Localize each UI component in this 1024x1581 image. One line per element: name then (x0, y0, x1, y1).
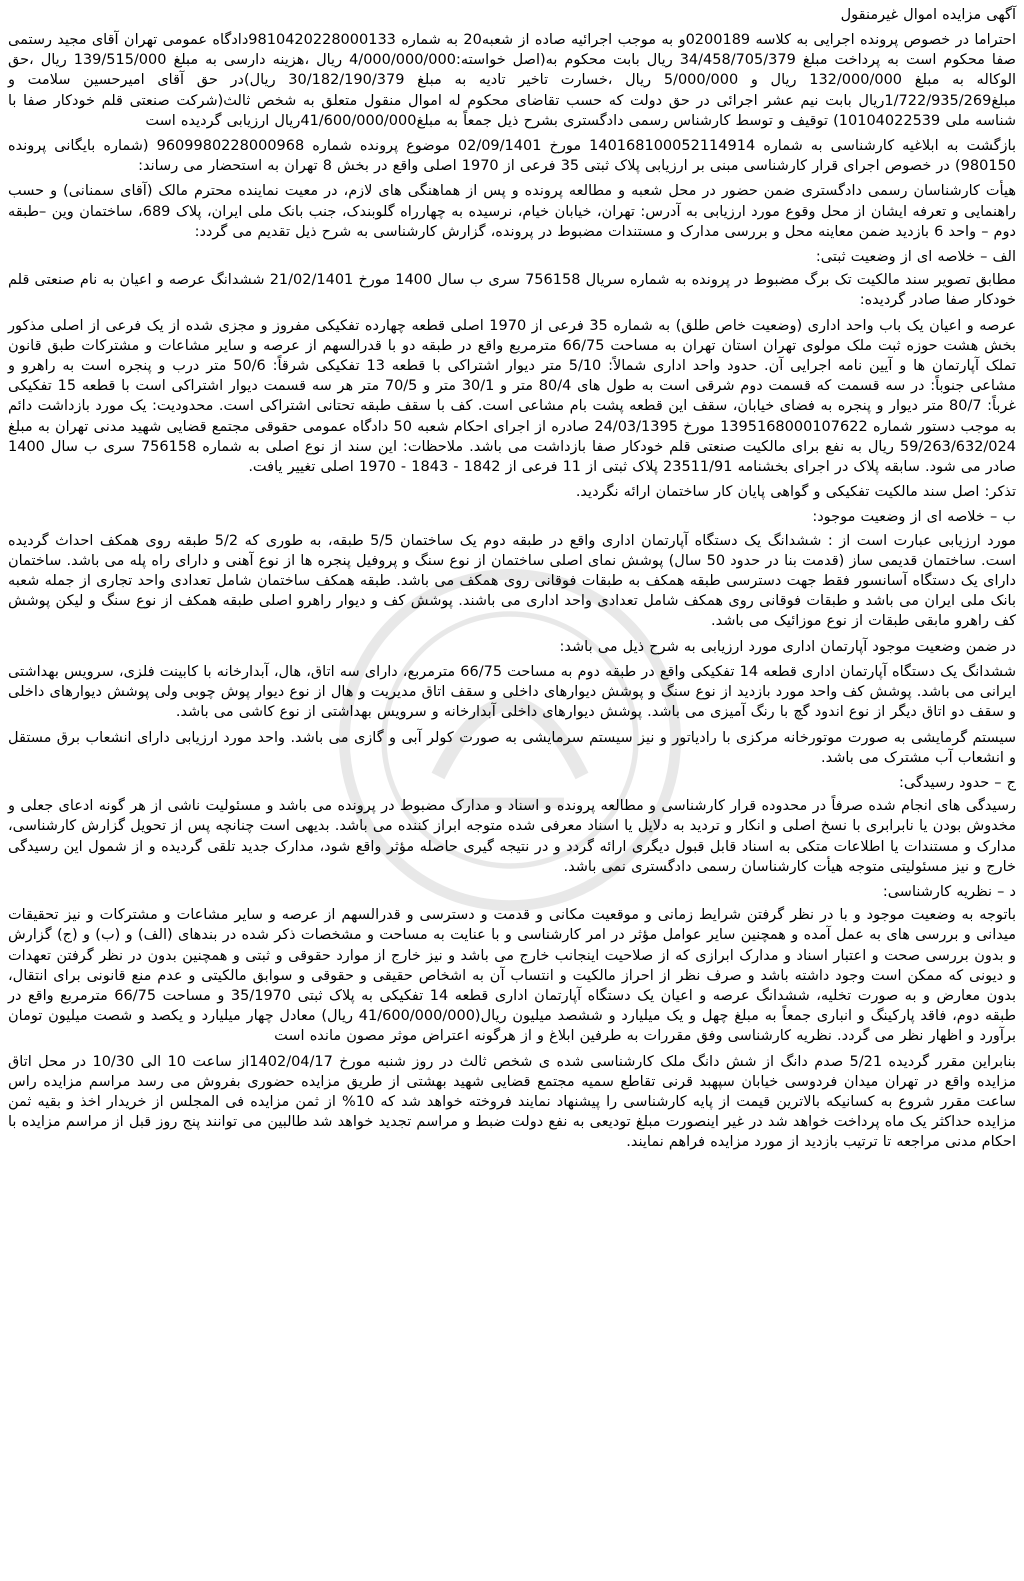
section-a-paragraph-1: مطابق تصویر سند مالکیت تک برگ مضبوط در پرونده به شماره سریال 756158 سری ب سال 1400 مورخ 21/02/1401 ششدانگ عرصه و اعیان به نام صنعتی قلم خودکار صفا صادر گردیده: (8, 272, 1016, 309)
intro-paragraph-1: احتراما در خصوص پرونده اجرایی به کلاسه 0200189و به موجب اجرائیه صاده از شعبه20 به شماره 9810420228000133دادگاه عمومی تهران آقای مجید رستمی صفا محکوم است به پرداخت مبلغ 34/458/705/379 ریال بابت محکوم به(اصل خواسته:4/000/000/000 ریال ،هزینه دارسی به مبلغ 139/515/000 ریال ،حق الوکاله به مبلغ 132/000/000 ریال و 5/000/000 ریال ،خسارت تاخیر تادیه به مبلغ 30/182/190/379 ریال)در حق آقای امیرحسین سلامت و مبلغ1/722/935/269ریال بابت نیم عشر اجرائی در حق دولت که حسب تقاضای محکوم له اموال منقول متعلق به شخص ثالث(شرکت صنعتی قلم خودکار صفا با شناسه ملی 10104022539) توقیف و توسط کارشناس رسمی دادگستری بشرح ذیل جمعاً به مبلغ41/600/000/000ریال ارزیابی گردیده است (8, 32, 1017, 129)
section-b-paragraph-1: مورد ارزیابی عبارت است از : ششدانگ یک دستگاه آپارتمان اداری واقع در طبقه دوم یک ساختمان 5/5 طبقه، به طوری که 5/2 طبقه روی همکف احداث گردیده است. ساختمان قدیمی ساز (قدمت بنا در حدود 50 سال) پوشش نمای اصلی ساختمان از نوع سنگ و پروفیل پنجره ها از نوع آهنی و دارای راه پله می باشد. ساختمان دارای یک دستگاه آسانسور فقط جهت دسترسی طبقه همکف به طبقات فوقانی روی همکف می باشد. طبقه همکف ساختمان شامل تعدادی واحد تجاری از جمله شعبه بانک ملی ایران می باشد و طبقات فوقانی روی همکف شامل تعدادی واحد اداری می باشند. پوشش کف و دیوار راهرو اصلی طبقه همکف از نوع سنگ و لیکن پوشش کف راهرو مابقی طبقات از نوع موزائیک می باشد. (8, 532, 1017, 630)
section-c-heading: ج – حدود رسیدگی: (899, 774, 1016, 791)
closing-paragraph: بنابراین مقرر گردیده 5/21 صدم دانگ از شش دانگ ملک کارشناسی شده ی شخص ثالث در روز شنبه مورخ 1402/04/17از ساعت 10 الی 10/30 در محل اتاق مزایده واقع در تهران میدان فردوسی خیابان سپهبد قرنی تقاطع سمیه مجتمع قضایی شهید بهشتی از طریق مزایده حضوری بفروش می رسد مراسم مزایده راس ساعت مقرر شروع به کسانیکه بالاترین قیمت از پایه کارشناسی را پیشنهاد نمایند فروخته خواهد شد که 10% از ثمن مزایده فی المجلس از خریدار اخذ و بقیه ثمن مزایده حداکثر یک ماه پرداخت خواهد شد در غیر اینصورت مبلغ تودیعی به نفع دولت ضبط و مراسم تجدید خواهد شد طالبین می توانند پنج روز قبل از مراسم مزایده با احکام مدنی مراجعه تا ترتیب بازدید از مورد مزایده فراهم نمایند. (8, 1053, 1016, 1151)
section-a-heading: الف – خلاصه ای از وضعیت ثبتی: (815, 249, 1016, 266)
section-b-paragraph-3: ششدانگ یک دستگاه آپارتمان اداری قطعه 14 تفکیکی واقع در طبقه دوم به مساحت 66/75 مترمربع، دارای سه اتاق، هال، آبدارخانه با کابینت فلزی، سرویس بهداشتی ایرانی می باشد. پوشش کف واحد مورد بازدید از نوع سنگ و پوشش دیوارهای داخلی و سقف اتاق مدیریت و هال از نوع دیوار پوش چوبی ولی پوشش دیوارهای داخلی و سقف دو اتاق دیگر از نوع اندود گچ با رنگ آمیزی می باشد. پوشش دیوارهای داخلی آبدارخانه و سرویس بهداشتی از نوع کاشی می باشد. (8, 663, 1016, 721)
intro-paragraph-3: هیأت کارشناسان رسمی دادگستری ضمن حضور در محل شعبه و مطالعه پرونده و پس از هماهنگی های لازم، در معیت نماینده محترم مالک (آقای سمنانی) و حسب راهنمایی و تعرفه ایشان از محل وقوع مورد ارزیابی به آدرس: تهران، خیابان خیام، نرسیده به چهارراه گلوبندک، جنب بانک ملی ایران، پلاک 689، ساختمان وین –طبقه دوم – واحد 6 بازدید ضمن معاینه محل و بررسی مدارک و مستندات مضبوط در پرونده، گزارش کارشناسی به شرح ذیل تقدیم می گردد: (8, 183, 1017, 240)
section-d-heading: د – نظریه کارشناسی: (882, 883, 1016, 900)
section-b-heading: ب – خلاصه ای از وضعیت موجود: (812, 509, 1016, 526)
document-page (8, 6, 1016, 1577)
document-title: آگهی مزایده اموال غیرمنقول (840, 7, 1016, 23)
section-b-paragraph-4: سیستم گرمایشی به صورت موتورخانه مرکزی با رادیاتور و نیز سیستم سرمایشی به صورت کولر آبی و گازی می باشد. واحد مورد ارزیابی دارای انشعاب برق مستقل و انشعاب آب مشترک می باشد. (8, 729, 1016, 766)
section-b-paragraph-2: در ضمن وضعیت موجود آپارتمان اداری مورد ارزیابی به شرح ذیل می باشد: (559, 638, 1016, 655)
section-d-paragraph-1: باتوجه به وضعیت موجود و با در نظر گرفتن شرایط زمانی و موقعیت مکانی و قدمت و دسترسی و قدرالسهم از عرصه و سایر مشاعات و مشترکات و نیز تحقیقات میدانی و بررسی های به عمل آمده و همچنین سایر عوامل مؤثر در امر کارشناسی و با عنایت به مساحت و مشخصات ذکر شده در بندهای (الف) و (ب) و (ج) گزارش و بدون بررسی صحت و اعتبار اسناد و مدارک ابرازی که از صلاحیت اینجانب خارج می باشد و نیز خارج از موارد حقوقی و ثبتی و همچنین بدون در نظر گرفتن تعهدات و دیونی که ممکن است وجود داشته باشد و صرف نظر از احراز مالکیت و انتساب آن به اشخاص حقیقی و حقوقی و سوابق مالکیتی و عدم منع قانونی برای انتقال، بدون معارض و به صورت تخلیه، ششدانگ عرصه و اعیان یک دستگاه آپارتمان اداری قطعه 14 تفکیکی به پلاک ثبتی 35/1970 و مساحت 66/75 مترمربع واقع در طبقه دوم، فاقد پارکینگ و انباری جمعاً به مبلغ چهل و یک میلیارد و ششصد میلیون ریال(41/600/000/000 ریال) معادل چهار میلیارد و یکصد و شصت میلیون تومان برآورد و اظهار نظر می گردد. نظریه کارشناسی وفق مقررات به طرفین ابلاغ و از هرگونه اعتراض موثر مصون مانده است (8, 907, 1016, 1045)
section-c-paragraph-1: رسیدگی های انجام شده صرفاً در محدوده قرار کارشناسی و مطالعه پرونده و اسناد و مدارک مضبوط در پرونده می باشد و مسئولیت ناشی از هر گونه ادعای جعلی و مخدوش بودن یا نابرابری با نسخ اصلی و انکار و تردید به دلایل یا اسناد معرفی شده متوجه ابراز کننده می باشد. بدیهی است چنانچه پس از تحویل گزارش کارشناسی، مدارک و مستندات یا اطلاعات متکی به اسناد قابل قبول دیگری ارائه گردد و در نتیجه گیری حاصله مؤثر واقع شود، مدارک جدید تلقی گردیده و از شمول این رسیدگی خارج و نیز مسئولیتی متوجه هیأت کارشناسان رسمی دادگستری نمی باشد. (8, 798, 1016, 875)
section-a-paragraph-2: عرصه و اعیان یک باب واحد اداری (وضعیت خاص طلق) به شماره 35 فرعی از 1970 اصلی قطعه چهارده تفکیکی مفروز و مجزی شده از یک فرعی از اصلی مذکور بخش هشت حوزه ثبت ملک مولوی تهران استان تهران به مساحت 66/75 مترمربع واقع در طبقه دو با قدرالسهم از عرصه و سایر مشاعات و مشترکات طبق قانون تملک آپارتمان ها و آیین نامه اجرایی آن. حدود واحد اداری شمالاً: 5/10 متر دیوار اشتراکی با قطعه 13 تفکیکی شرقاً: 50/6 متر درب و پنجره است به راهرو و مشاعی جنوباً: در سه قسمت که قسمت دوم شرقی است به طول های 80/4 متر و 30/1 متر و 70/5 متر هر سه قسمت دیوار اشتراکی است با قطعه 15 تفکیکی غرباً: 80/7 متر دیوار و پنجره به فضای خیابان، سقف این قطعه پشت بام مشاعی است. کف با سقف طبقه تحتانی اشتراکی است. محدودیت: یک مورد بازداشت دائم به موجب دستور شماره 1395168000107622 مورخ 24/03/1395 صادره از اجرای احکام شعبه 50 دادگاه عمومی حقوقی مجتمع قضایی شهید مدنی تهران به مبلغ 59/263/632/024 ریال به نفع برای مالکیت صنعتی قلم خودکار صفا بازداشت می باشد. ملاحظات: این سند از نوع اصلی به شماره 756158 سری ب سال 1400 صادر می شود. سابقه پلاک در اجرای بخشنامه 23511/91 پلاک ثبتی از 11 فرعی از 1842 - 1843 - 1970 اصلی تغییر یافت. (8, 317, 1017, 476)
section-a-note: تذکر: اصل سند مالکیت تفکیکی و گواهی پایان کار ساختمان ارائه نگردید. (575, 484, 1016, 501)
intro-paragraph-2: بازگشت به ابلاغیه کارشناسی به شماره 140168100052114914 مورخ 02/09/1401 موضوع پرونده شماره 9609980228000968 (شماره بایگانی پرونده 980150) در خصوص اجرای قرار کارشناسی مبنی بر ارزیابی پلاک ثبتی 35 فرعی از 1970 اصلی واقع در بخش 8 تهران به استحضار می رساند: (8, 138, 1016, 175)
